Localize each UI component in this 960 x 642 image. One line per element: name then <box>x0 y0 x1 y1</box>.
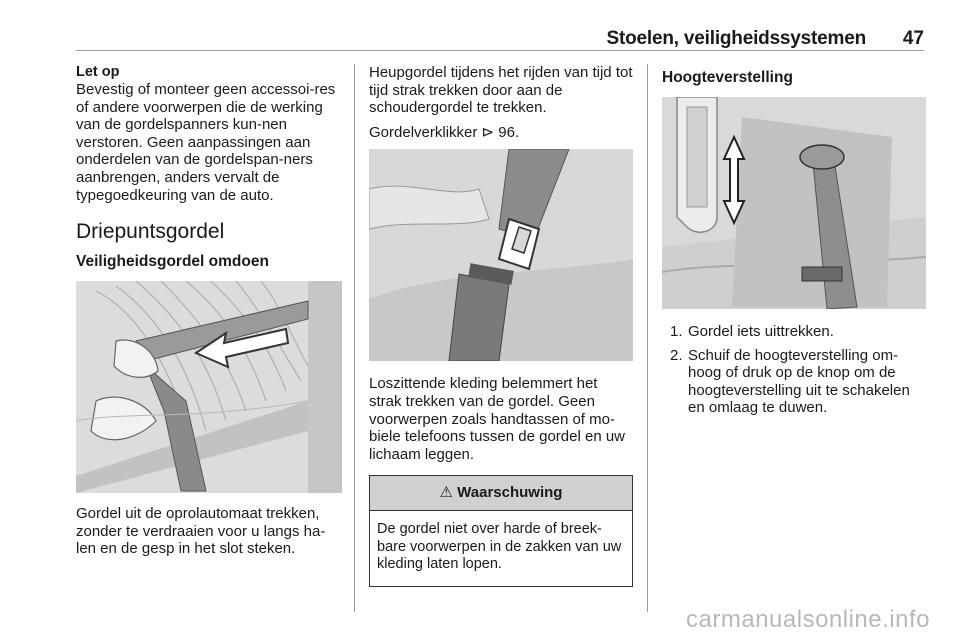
seatbelt-buckle-illustration <box>369 149 633 361</box>
column-divider <box>354 64 355 612</box>
note-text: Bevestig of monteer geen accessoi-res of andere voorwerpen die de werking van de gordelspanners kun-nen verstoren. Geen aanpassingen aan onderdelen van de gordelspan-ners aanbrengen, anders vervalt de typegoedkeuring van de auto. <box>76 81 336 204</box>
list-item <box>662 347 926 417</box>
page-header <box>76 26 924 51</box>
warning-triangle-icon: ⚠ <box>439 484 453 502</box>
section-title: Stoelen, veiligheidssystemen <box>606 28 866 49</box>
step-number: 1. <box>670 323 683 340</box>
cross-reference-page: 96. <box>498 123 520 141</box>
column-left <box>76 64 342 558</box>
figure-caption: Gordel uit de oprolautomaat trekken, zonder te verdraaien voor u langs ha-len en de gesp in het slot steken. <box>76 505 326 558</box>
paragraph: Loszittende kleding belemmert het strak trekken van de gordel. Geen voorwerpen zoals handtassen of mo-biele telefoons tussen de gordel en uw lichaam leggen. <box>369 375 626 463</box>
warning-text: De gordel niet over harde of breek-bare voorwerpen in de zakken van uw kleding laten lopen. <box>377 521 622 573</box>
warning-header <box>370 476 632 511</box>
step-number: 2. <box>670 346 683 364</box>
page-number: 47 <box>902 28 924 49</box>
warning-box <box>369 475 633 586</box>
subsection-heading: Veiligheidsgordel omdoen <box>76 253 269 271</box>
paragraph: Heupgordel tijdens het rijden van tijd tot tijd strak trekken door aan de schoudergordel te trekken. <box>369 64 633 117</box>
step-text: Gordel iets uittrekken. <box>688 323 834 340</box>
section-heading: Driepuntsgordel <box>76 220 225 244</box>
height-adjuster-illustration <box>662 97 926 309</box>
list-item <box>662 323 926 341</box>
warning-title: Waarschuwing <box>457 484 563 502</box>
page-reference-icon: ⊳ <box>481 123 495 141</box>
cross-reference-text: Gordelverklikker <box>369 123 478 141</box>
step-text: Schuif de hoogteverstelling om-hoog of druk op de knop om de hoogteverstelling uit te schakelen en omlaag te duwen. <box>688 346 910 417</box>
cross-reference <box>369 124 633 142</box>
watermark: carmanualsonline.info <box>686 606 930 633</box>
subsection-heading: Hoogteverstelling <box>662 69 793 86</box>
column-divider <box>647 64 648 612</box>
instruction-list <box>662 323 926 417</box>
column-right <box>662 64 926 423</box>
column-middle <box>369 64 633 587</box>
note-heading: Let op <box>76 64 120 80</box>
seatbelt-fastening-illustration <box>76 281 342 493</box>
